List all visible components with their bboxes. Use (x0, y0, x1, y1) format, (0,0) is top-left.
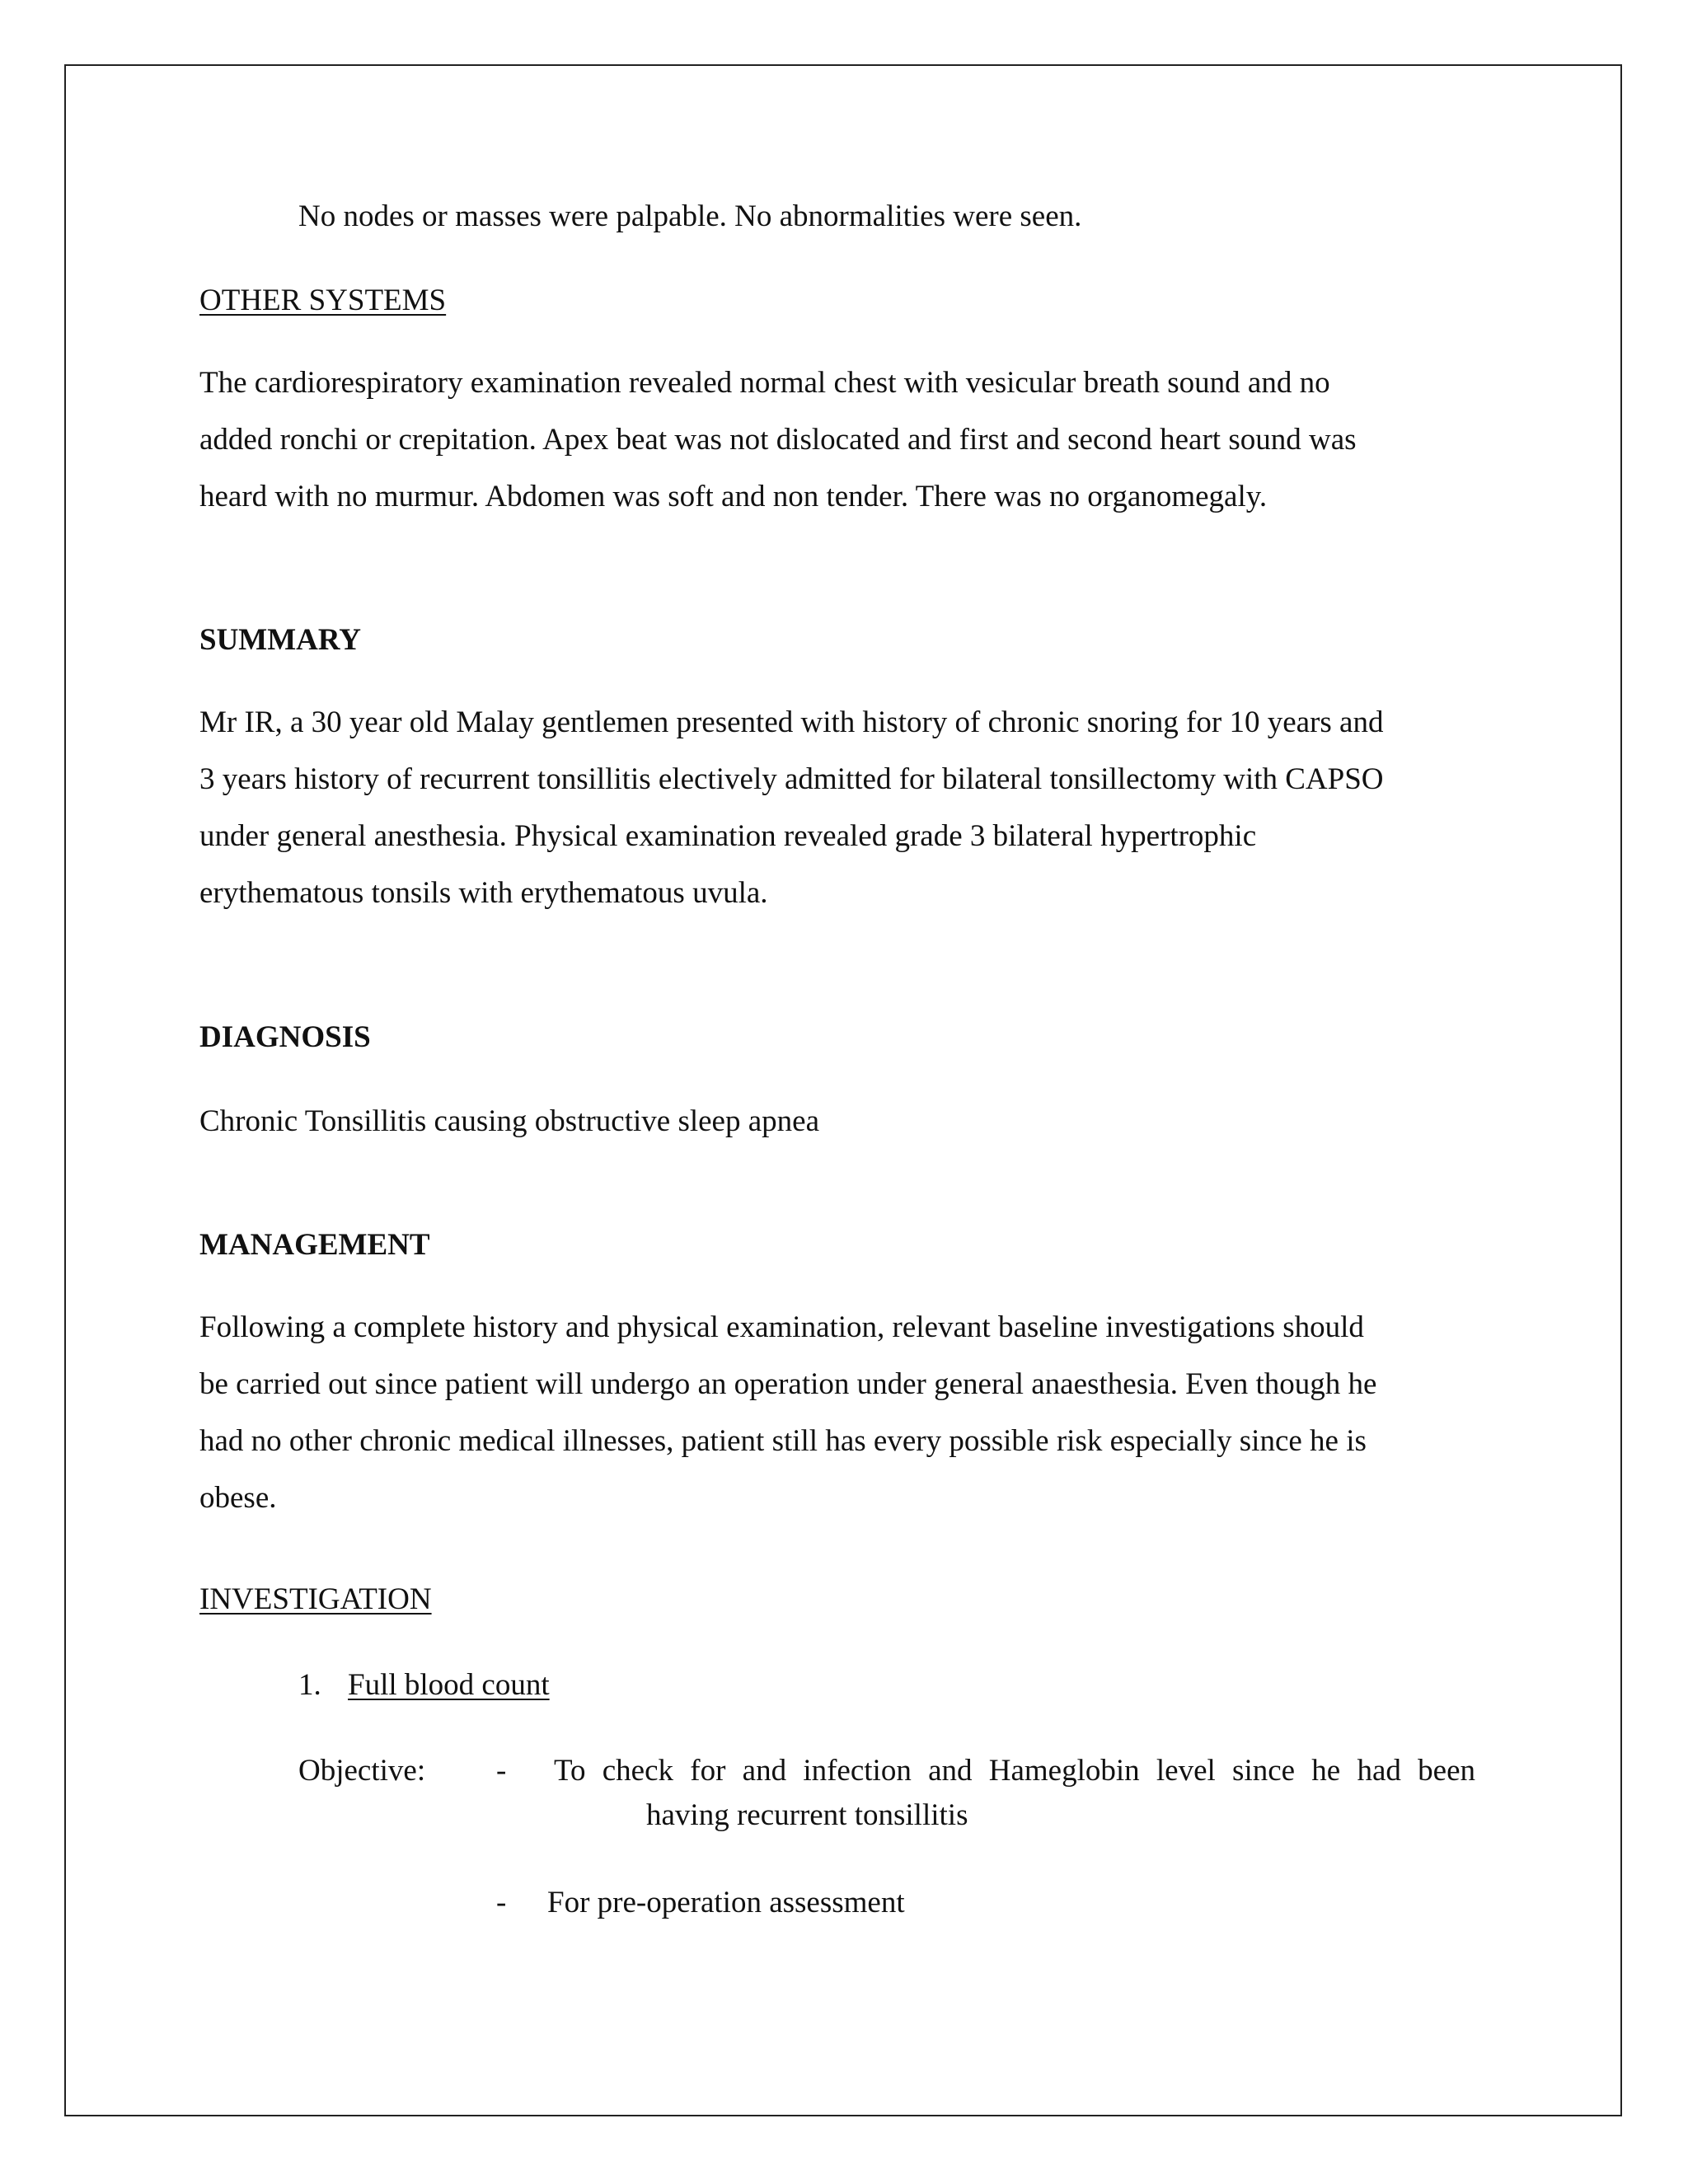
bullet-dash: - (496, 1886, 507, 1919)
objective-label: Objective: (298, 1754, 426, 1788)
summary-line: erythematous tonsils with erythematous uvula. (199, 876, 768, 910)
other-systems-line: added ronchi or crepitation. Apex beat was not dislocated and first and second heart sound was (199, 423, 1357, 457)
bullet-dash: - (496, 1754, 507, 1788)
other-systems-paragraph (199, 354, 1492, 525)
summary-line: Mr IR, a 30 year old Malay gentlemen presented with history of chronic snoring for 10 years and (199, 705, 1384, 739)
objective-bullet-text-continuation: having recurrent tonsillitis (646, 1798, 968, 1832)
diagnosis-heading: DIAGNOSIS (199, 1020, 371, 1054)
intro-line: No nodes or masses were palpable. No abnormalities were seen. (298, 199, 1082, 233)
other-systems-line: The cardiorespiratory examination revealed normal chest with vesicular breath sound and no (199, 366, 1330, 400)
investigation-item-number: 1. (298, 1668, 321, 1702)
objective-row (199, 1884, 1492, 1922)
objective-bullet-text: To check for and infection and Hameglobin level since he had been (554, 1754, 1475, 1788)
management-line: obese. (199, 1481, 277, 1515)
other-systems-heading: OTHER SYSTEMS (199, 284, 447, 317)
summary-paragraph (199, 694, 1492, 921)
management-line: had no other chronic medical illnesses, patient still has every possible risk especially since he is (199, 1424, 1367, 1458)
investigation-item (298, 1666, 550, 1704)
investigation-item-title: Full blood count (348, 1668, 550, 1702)
objective-row (199, 1752, 1492, 1790)
investigation-heading: INVESTIGATION (199, 1582, 432, 1616)
management-paragraph (199, 1299, 1492, 1526)
summary-line: under general anesthesia. Physical examination revealed grade 3 bilateral hypertrophic (199, 819, 1257, 853)
management-line: be carried out since patient will undergo an operation under general anaesthesia. Even though he (199, 1367, 1377, 1401)
objective-row-continuation (199, 1797, 1492, 1835)
summary-line: 3 years history of recurrent tonsillitis electively admitted for bilateral tonsillectomy with CAPSO (199, 762, 1384, 796)
diagnosis-text: Chronic Tonsillitis causing obstructive sleep apnea (199, 1104, 819, 1138)
objective-bullet-text: For pre-operation assessment (547, 1886, 905, 1919)
management-line: Following a complete history and physical examination, relevant baseline investigations should (199, 1310, 1364, 1344)
summary-heading: SUMMARY (199, 623, 362, 657)
management-heading: MANAGEMENT (199, 1228, 430, 1262)
other-systems-line: heard with no murmur. Abdomen was soft and non tender. There was no organomegaly. (199, 480, 1268, 513)
